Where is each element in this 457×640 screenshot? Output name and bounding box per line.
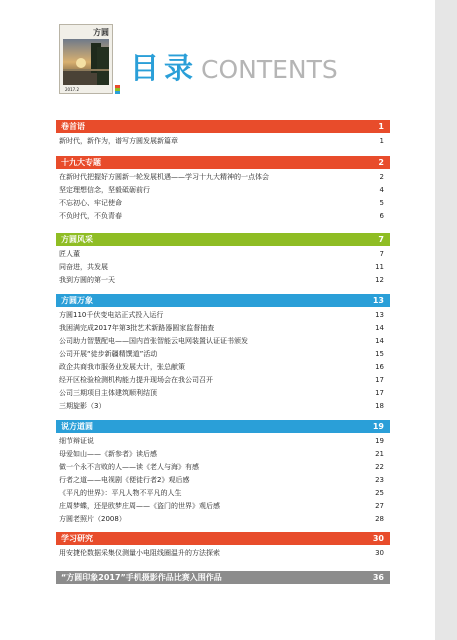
- entry-title: 母爱如山——《新参者》读后感: [59, 450, 157, 458]
- entry-title: 公司助力智慧配电——国内首张智能云电网装置认证证书颁发: [59, 337, 248, 345]
- entry-page: 22: [375, 463, 384, 471]
- section-title: 十九大专题: [61, 158, 101, 167]
- section-header[interactable]: [56, 233, 390, 246]
- entry-title: 《平凡的世界》：平凡人物不平凡的人生: [59, 489, 182, 497]
- entry-page: 25: [375, 489, 384, 497]
- toc-entry[interactable]: [56, 375, 390, 386]
- toc-entry[interactable]: [56, 514, 390, 525]
- toc-entry[interactable]: [56, 362, 390, 373]
- section-page: 7: [378, 235, 384, 244]
- entry-page: 4: [379, 186, 384, 194]
- toc-entry[interactable]: [56, 185, 390, 196]
- entry-title: 庄周梦蝶，还是欧梦庄周——《盗门的世界》观后感: [59, 502, 220, 510]
- entry-page: 6: [379, 212, 384, 220]
- magazine-cover-thumbnail: [59, 24, 113, 94]
- entry-title: 公司三期项目主体建筑顺利结顶: [59, 389, 157, 397]
- entry-title: 经开区检验检测机构能力提升现场会在我公司召开: [59, 376, 213, 384]
- section-header[interactable]: [56, 156, 390, 169]
- entry-page: 18: [375, 402, 384, 410]
- toc-entry[interactable]: [56, 336, 390, 347]
- toc-entry[interactable]: [56, 388, 390, 399]
- entry-title: 我到方圆的第一天: [59, 276, 115, 284]
- toc-entry[interactable]: [56, 475, 390, 486]
- toc-entry[interactable]: [56, 198, 390, 209]
- entry-page: 13: [375, 311, 384, 319]
- toc-entry[interactable]: [56, 172, 390, 183]
- entry-title: 做一个永不言败的人——读《老人与海》有感: [59, 463, 199, 471]
- entry-page: 2: [379, 173, 384, 181]
- toc-entry[interactable]: [56, 275, 390, 286]
- toc-entry[interactable]: [56, 449, 390, 460]
- section-page: 13: [372, 296, 384, 305]
- toc-entry[interactable]: [56, 436, 390, 447]
- entry-page: 17: [375, 389, 384, 397]
- entry-title: 用安捷伦数据采集仪测量小电阻线圈温升的方法探索: [59, 549, 220, 557]
- entry-title: 不负时代，不负青春: [59, 212, 122, 220]
- section-page: 36: [372, 573, 384, 582]
- entry-page: 27: [375, 502, 384, 510]
- entry-title: 我困满完成2017年第3批艺术新路器圆家监督抽查: [59, 324, 215, 332]
- page-heading: [130, 48, 338, 92]
- section-header[interactable]: [56, 571, 390, 584]
- entry-title: 坚定理想信念，坚毅砥砺前行: [59, 186, 150, 194]
- entry-title: 政企共商我市服务业发展大计，张总献策: [59, 363, 185, 371]
- toc-entry[interactable]: [56, 136, 390, 147]
- page-edge-bar: [435, 0, 457, 640]
- section-title: 方圆万象: [61, 296, 93, 305]
- section-page: 30: [372, 534, 384, 543]
- cover-photo: [63, 39, 109, 85]
- section-header[interactable]: [56, 120, 390, 133]
- section-title: 学习研究: [61, 534, 93, 543]
- entry-title: 方圆110千伏变电站正式投入运行: [59, 311, 164, 319]
- toc-entry[interactable]: [56, 349, 390, 360]
- toc-entry[interactable]: [56, 548, 390, 559]
- entry-page: 15: [375, 350, 384, 358]
- entry-title: 公司开展“徒步新疆精馔道”活动: [59, 350, 158, 358]
- entry-page: 23: [375, 476, 384, 484]
- section-page: 2: [378, 158, 384, 167]
- entry-title: 细节辩证说: [59, 437, 94, 445]
- entry-page: 5: [379, 199, 384, 207]
- cover-title: 方圆: [93, 27, 109, 37]
- section-title: “方圆印象2017”手机摄影作品比赛入围作品: [61, 573, 222, 582]
- toc-entry[interactable]: [56, 211, 390, 222]
- section-title: 卷首语: [61, 122, 85, 131]
- entry-title: 匠人董: [59, 250, 80, 258]
- entry-page: 21: [375, 450, 384, 458]
- entry-title: 同奋进，共发展: [59, 263, 108, 271]
- entry-title: 三期旋影（3）: [59, 402, 106, 410]
- toc-entry[interactable]: [56, 401, 390, 412]
- section-header[interactable]: [56, 532, 390, 545]
- entry-title: 行者之道——电视剧《便徒行者2》观后感: [59, 476, 190, 484]
- section-page: 1: [378, 122, 384, 131]
- entry-page: 28: [375, 515, 384, 523]
- section-header[interactable]: [56, 420, 390, 433]
- entry-page: 19: [375, 437, 384, 445]
- toc-entry[interactable]: [56, 462, 390, 473]
- toc-entry[interactable]: [56, 488, 390, 499]
- toc-entry[interactable]: [56, 262, 390, 273]
- entry-title: 方圆老照片（2008）: [59, 515, 126, 523]
- entry-page: 11: [375, 263, 384, 271]
- entry-page: 12: [375, 276, 384, 284]
- section-header[interactable]: [56, 294, 390, 307]
- entry-page: 17: [375, 376, 384, 384]
- section-title: 说方道圆: [61, 422, 93, 431]
- entry-page: 14: [375, 324, 384, 332]
- section-page: 19: [372, 422, 384, 431]
- section-title: 方圆风采: [61, 235, 93, 244]
- heading-cn: 目录: [130, 51, 199, 85]
- toc-entry[interactable]: [56, 501, 390, 512]
- entry-page: 30: [375, 549, 384, 557]
- entry-page: 7: [379, 250, 384, 258]
- toc-entry[interactable]: [56, 249, 390, 260]
- logo-icon: [115, 85, 120, 94]
- toc-entry[interactable]: [56, 310, 390, 321]
- heading-en: CONTENTS: [201, 55, 338, 84]
- entry-page: 1: [379, 137, 384, 145]
- entry-title: 新时代，新作为，谱写方圆发展新篇章: [59, 137, 178, 145]
- toc-entry[interactable]: [56, 323, 390, 334]
- cover-year: 2017.2: [65, 87, 79, 92]
- entry-page: 14: [375, 337, 384, 345]
- entry-page: 16: [375, 363, 384, 371]
- entry-title: 不忘初心、牢记使命: [59, 199, 122, 207]
- entry-title: 在新时代把握好方圆新一轮发展机遇——学习十九大精神的一点体会: [59, 173, 269, 181]
